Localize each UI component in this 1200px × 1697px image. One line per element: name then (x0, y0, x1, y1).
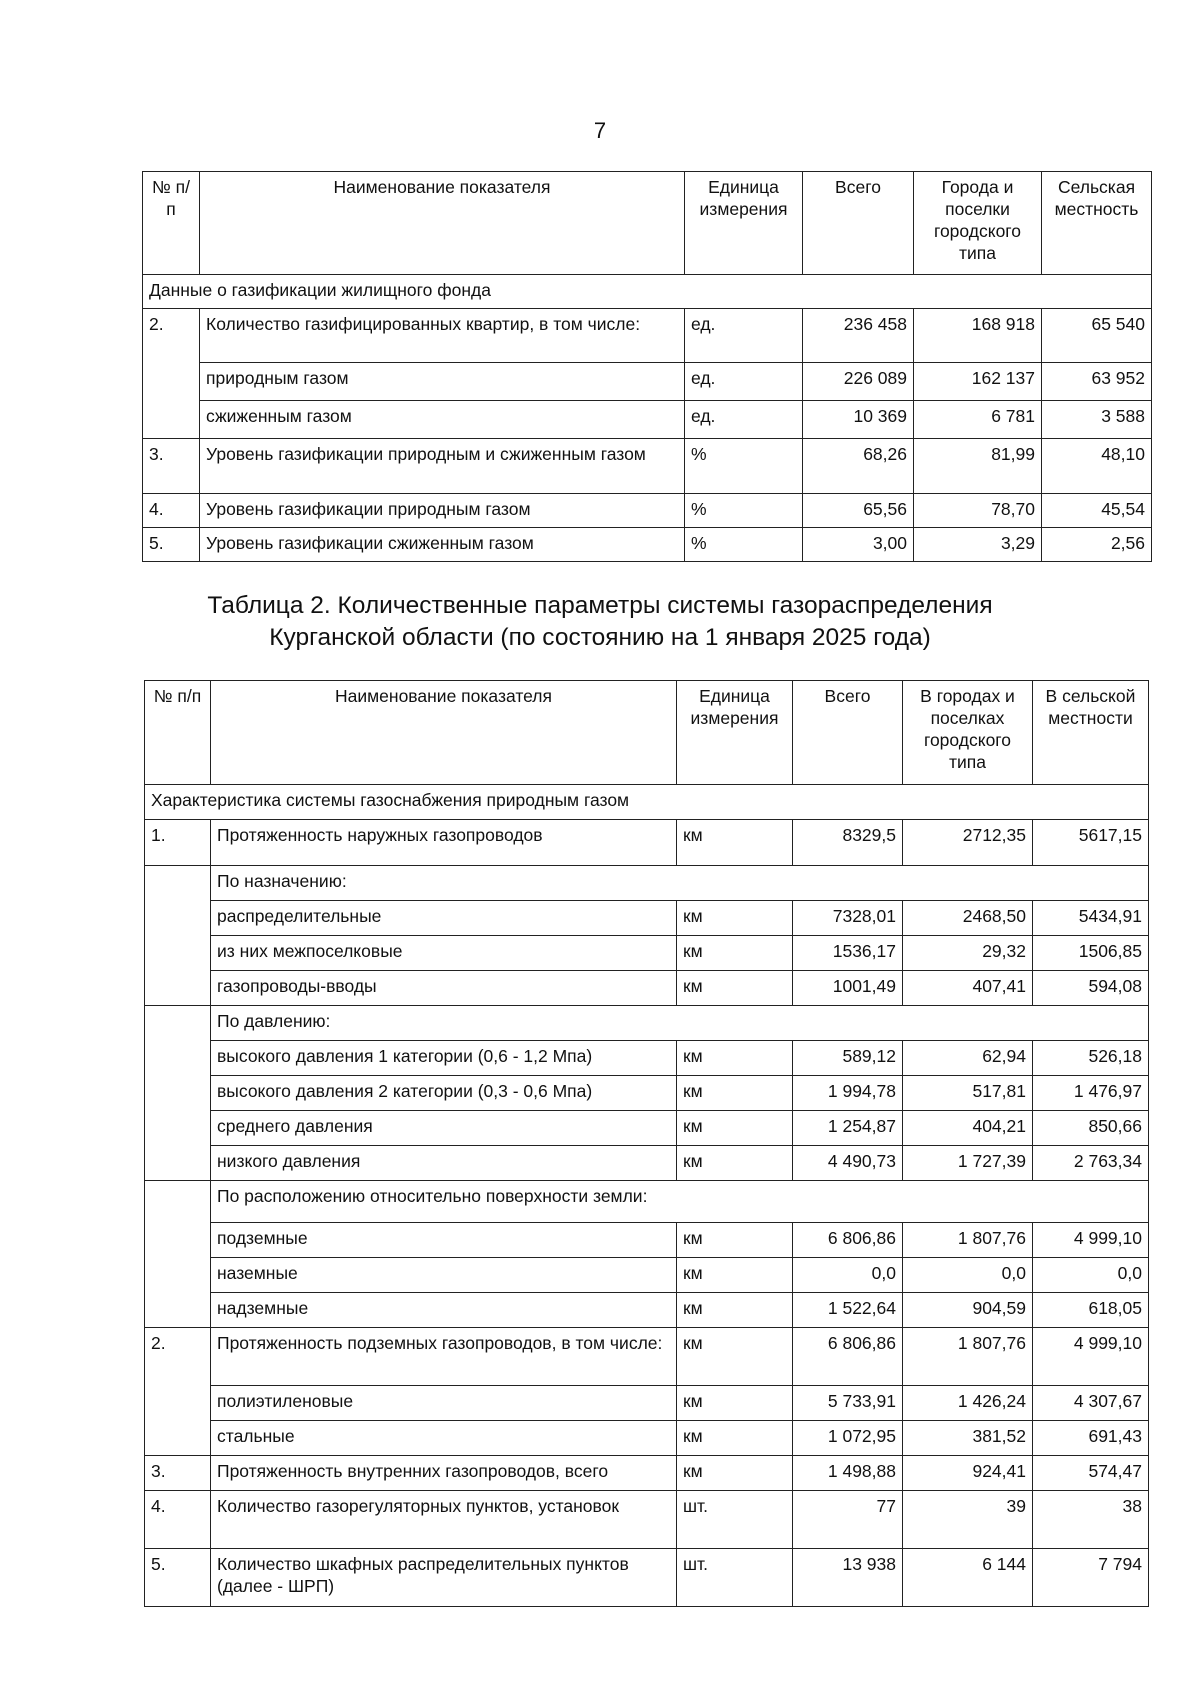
row-unit: км (677, 820, 793, 866)
row-total: 226 089 (803, 363, 914, 401)
row-rural: 0,0 (1033, 1258, 1149, 1293)
row-city: 924,41 (903, 1456, 1033, 1491)
header-name: Наименование показателя (211, 681, 677, 785)
row-city: 2468,50 (903, 901, 1033, 936)
gasification-housing-table (142, 171, 1152, 562)
row-city: 168 918 (914, 309, 1042, 363)
row-city: 62,94 (903, 1041, 1033, 1076)
row-num-empty (145, 866, 211, 1006)
table-row (145, 1041, 1149, 1076)
row-rural: 2,56 (1042, 528, 1152, 562)
row-rural: 45,54 (1042, 494, 1152, 528)
row-total: 0,0 (793, 1258, 903, 1293)
row-unit: ед. (685, 309, 803, 363)
table-row (145, 1421, 1149, 1456)
table-row (145, 1386, 1149, 1421)
group-label: По расположению относительно поверхности земли: (211, 1181, 1149, 1223)
table-header-row (145, 681, 1149, 785)
row-total: 4 490,73 (793, 1146, 903, 1181)
header-num: № п/п (143, 172, 200, 275)
row-unit: км (677, 1146, 793, 1181)
row-city: 904,59 (903, 1293, 1033, 1328)
row-city: 6 144 (903, 1549, 1033, 1607)
row-rural: 48,10 (1042, 439, 1152, 494)
table-row (145, 1456, 1149, 1491)
row-rural: 4 999,10 (1033, 1328, 1149, 1386)
row-name: из них межпоселковые (211, 936, 677, 971)
row-num: 3. (143, 439, 200, 494)
header-city: Города и поселки городского типа (914, 172, 1042, 275)
row-city: 517,81 (903, 1076, 1033, 1111)
row-total: 1 994,78 (793, 1076, 903, 1111)
row-rural: 594,08 (1033, 971, 1149, 1006)
table-row (143, 439, 1152, 494)
row-total: 8329,5 (793, 820, 903, 866)
row-city: 6 781 (914, 401, 1042, 439)
table-row (143, 401, 1152, 439)
row-num-empty (145, 1006, 211, 1181)
row-unit: км (677, 1456, 793, 1491)
row-name: Протяженность внутренних газопроводов, всего (211, 1456, 677, 1491)
row-rural: 526,18 (1033, 1041, 1149, 1076)
row-unit: км (677, 1041, 793, 1076)
group-label: По давлению: (211, 1006, 1149, 1041)
row-city: 1 727,39 (903, 1146, 1033, 1181)
row-total: 1 522,64 (793, 1293, 903, 1328)
table-row (145, 1146, 1149, 1181)
table-row (145, 1223, 1149, 1258)
row-unit: км (677, 1258, 793, 1293)
row-city: 381,52 (903, 1421, 1033, 1456)
row-city: 78,70 (914, 494, 1042, 528)
group-label: По назначению: (211, 866, 1149, 901)
table-row (143, 309, 1152, 363)
row-city: 2712,35 (903, 820, 1033, 866)
gas-distribution-parameters-table (144, 680, 1149, 1607)
row-unit: км (677, 901, 793, 936)
row-name: среднего давления (211, 1111, 677, 1146)
row-rural: 2 763,34 (1033, 1146, 1149, 1181)
row-rural: 5617,15 (1033, 820, 1149, 866)
row-rural: 691,43 (1033, 1421, 1149, 1456)
group-label-row (145, 1181, 1149, 1223)
row-name: высокого давления 2 категории (0,3 - 0,6 Мпа) (211, 1076, 677, 1111)
row-city: 1 807,76 (903, 1223, 1033, 1258)
row-unit: ед. (685, 401, 803, 439)
group-label-row (145, 866, 1149, 901)
row-name: наземные (211, 1258, 677, 1293)
row-num: 5. (145, 1549, 211, 1607)
section-row (145, 785, 1149, 820)
table-row (145, 1328, 1149, 1386)
row-total: 5 733,91 (793, 1386, 903, 1421)
row-name: надземные (211, 1293, 677, 1328)
row-total: 77 (793, 1491, 903, 1549)
caption-line-1: Таблица 2. Количественные параметры системы газораспределения (207, 592, 993, 619)
header-num: № п/п (145, 681, 211, 785)
header-unit: Единица измерения (677, 681, 793, 785)
row-city: 3,29 (914, 528, 1042, 562)
row-city: 1 426,24 (903, 1386, 1033, 1421)
row-rural: 3 588 (1042, 401, 1152, 439)
row-rural: 574,47 (1033, 1456, 1149, 1491)
row-rural: 4 307,67 (1033, 1386, 1149, 1421)
row-rural: 65 540 (1042, 309, 1152, 363)
row-unit: % (685, 439, 803, 494)
caption-line-2: Курганской области (по состоянию на 1 января 2025 года) (269, 624, 931, 651)
row-num-empty (145, 1181, 211, 1328)
row-rural: 63 952 (1042, 363, 1152, 401)
row-total: 1 072,95 (793, 1421, 903, 1456)
row-unit: км (677, 1111, 793, 1146)
row-total: 1536,17 (793, 936, 903, 971)
row-unit: км (677, 1386, 793, 1421)
row-num: 4. (143, 494, 200, 528)
row-name: Уровень газификации природным газом (200, 494, 685, 528)
row-num: 5. (143, 528, 200, 562)
table-header-row (143, 172, 1152, 275)
table-row (143, 528, 1152, 562)
table-row (145, 1111, 1149, 1146)
row-name: высокого давления 1 категории (0,6 - 1,2 Мпа) (211, 1041, 677, 1076)
row-name: Протяженность наружных газопроводов (211, 820, 677, 866)
row-unit: шт. (677, 1491, 793, 1549)
row-name: Количество шкафных распределительных пунктов (далее - ШРП) (211, 1549, 677, 1607)
row-rural: 850,66 (1033, 1111, 1149, 1146)
row-rural: 1 476,97 (1033, 1076, 1149, 1111)
row-total: 7328,01 (793, 901, 903, 936)
row-name: распределительные (211, 901, 677, 936)
row-total: 3,00 (803, 528, 914, 562)
row-name: природным газом (200, 363, 685, 401)
row-unit: ед. (685, 363, 803, 401)
row-unit: км (677, 1076, 793, 1111)
group-label-row (145, 1006, 1149, 1041)
row-name: подземные (211, 1223, 677, 1258)
table2-caption (0, 590, 1200, 654)
row-rural: 4 999,10 (1033, 1223, 1149, 1258)
section-title: Характеристика системы газоснабжения природным газом (145, 785, 1149, 820)
row-city: 407,41 (903, 971, 1033, 1006)
header-total: Всего (793, 681, 903, 785)
row-city: 0,0 (903, 1258, 1033, 1293)
table-row (145, 1293, 1149, 1328)
section-title: Данные о газификации жилищного фонда (143, 275, 1152, 309)
section-row (143, 275, 1152, 309)
row-total: 10 369 (803, 401, 914, 439)
row-name: газопроводы-вводы (211, 971, 677, 1006)
row-total: 65,56 (803, 494, 914, 528)
row-unit: км (677, 1223, 793, 1258)
row-total: 6 806,86 (793, 1223, 903, 1258)
row-rural: 7 794 (1033, 1549, 1149, 1607)
row-total: 236 458 (803, 309, 914, 363)
table-row (145, 1258, 1149, 1293)
row-total: 1001,49 (793, 971, 903, 1006)
header-city: В городах и поселках городского типа (903, 681, 1033, 785)
row-city: 39 (903, 1491, 1033, 1549)
row-unit: км (677, 1293, 793, 1328)
page-number: 7 (593, 118, 607, 143)
row-num: 1. (145, 820, 211, 866)
row-city: 162 137 (914, 363, 1042, 401)
row-total: 1 254,87 (793, 1111, 903, 1146)
row-name: низкого давления (211, 1146, 677, 1181)
row-unit: км (677, 1421, 793, 1456)
table-row (143, 363, 1152, 401)
table-row (145, 901, 1149, 936)
table-row (143, 494, 1152, 528)
header-unit: Единица измерения (685, 172, 803, 275)
table-row (145, 971, 1149, 1006)
row-unit: км (677, 1328, 793, 1386)
row-total: 13 938 (793, 1549, 903, 1607)
table-row (145, 1549, 1149, 1607)
row-name: Количество газорегуляторных пунктов, установок (211, 1491, 677, 1549)
table-row (145, 1491, 1149, 1549)
row-rural: 38 (1033, 1491, 1149, 1549)
row-name: полиэтиленовые (211, 1386, 677, 1421)
row-unit: км (677, 936, 793, 971)
header-rural: Сельская местность (1042, 172, 1152, 275)
row-num: 2. (143, 309, 200, 439)
row-name: Количество газифицированных квартир, в том числе: (200, 309, 685, 363)
row-name: Уровень газификации природным и сжиженным газом (200, 439, 685, 494)
row-unit: % (685, 494, 803, 528)
row-name: Протяженность подземных газопроводов, в том числе: (211, 1328, 677, 1386)
row-num: 4. (145, 1491, 211, 1549)
row-total: 589,12 (793, 1041, 903, 1076)
table-row (145, 1076, 1149, 1111)
row-city: 81,99 (914, 439, 1042, 494)
row-rural: 618,05 (1033, 1293, 1149, 1328)
row-city: 29,32 (903, 936, 1033, 971)
row-total: 1 498,88 (793, 1456, 903, 1491)
row-total: 68,26 (803, 439, 914, 494)
row-rural: 5434,91 (1033, 901, 1149, 936)
table-row (145, 936, 1149, 971)
row-unit: шт. (677, 1549, 793, 1607)
row-rural: 1506,85 (1033, 936, 1149, 971)
header-total: Всего (803, 172, 914, 275)
row-unit: км (677, 971, 793, 1006)
row-city: 404,21 (903, 1111, 1033, 1146)
row-unit: % (685, 528, 803, 562)
row-total: 6 806,86 (793, 1328, 903, 1386)
row-name: Уровень газификации сжиженным газом (200, 528, 685, 562)
row-name: сжиженным газом (200, 401, 685, 439)
row-num: 2. (145, 1328, 211, 1456)
header-name: Наименование показателя (200, 172, 685, 275)
header-rural: В сельской местности (1033, 681, 1149, 785)
row-num: 3. (145, 1456, 211, 1491)
table-row (145, 820, 1149, 866)
row-name: стальные (211, 1421, 677, 1456)
row-city: 1 807,76 (903, 1328, 1033, 1386)
